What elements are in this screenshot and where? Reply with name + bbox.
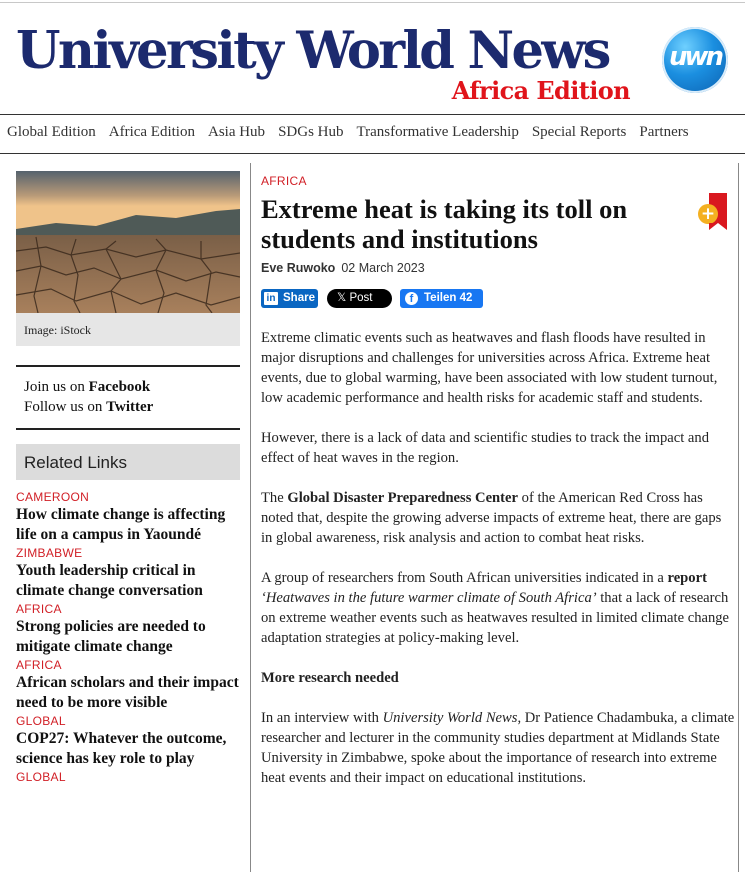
related-category[interactable]: ZIMBABWE [16, 546, 83, 560]
publication-name: University World News [382, 710, 518, 726]
x-post-label: 𝕏 Post [337, 292, 373, 304]
nav-transformative-leadership[interactable]: Transformative Leadership [356, 124, 519, 140]
social-follow [24, 377, 153, 417]
nav-asia-hub[interactable]: Asia Hub [207, 124, 266, 140]
related-link[interactable]: How climate change is affecting life on a campus in Yaoundé [16, 506, 226, 543]
publish-date: 02 March 2023 [341, 261, 425, 275]
main-nav [7, 124, 702, 141]
right-border [738, 163, 739, 872]
bookmark-icon[interactable] [700, 193, 727, 229]
related-links-list [16, 490, 246, 785]
site-masthead[interactable] [16, 20, 636, 112]
related-category[interactable]: AFRICA [16, 658, 62, 672]
related-category[interactable]: GLOBAL [16, 714, 66, 728]
article-photo [16, 171, 240, 313]
facebook-icon: f [405, 292, 418, 305]
byline [261, 261, 731, 275]
facebook-share-button[interactable] [400, 289, 483, 308]
linkedin-share-button[interactable] [261, 289, 318, 308]
uwn-logo-icon[interactable] [662, 27, 728, 93]
related-link[interactable]: COP27: Whatever the outcome, science has key role to play [16, 730, 227, 767]
facebook-share-label: Teilen 42 [424, 292, 473, 304]
related-link[interactable]: African scholars and their impact need to be more visible [16, 674, 239, 711]
logo-text: uwn [668, 42, 722, 72]
related-category[interactable]: AFRICA [16, 602, 62, 616]
report-link[interactable]: report [667, 570, 707, 586]
text-run: In an interview with [261, 710, 383, 726]
nav-africa-edition[interactable]: Africa Edition [108, 124, 195, 140]
paragraph [261, 708, 735, 788]
related-category[interactable]: CAMEROON [16, 490, 90, 504]
text-run: A group of researchers from South African universities indicated in a [261, 570, 668, 586]
nav-special-reports[interactable]: Special Reports [531, 124, 627, 140]
facebook-link[interactable]: Facebook [88, 379, 151, 395]
related-link[interactable]: Youth leadership critical in climate change conversation [16, 562, 203, 599]
social-top-divider [16, 365, 240, 367]
article-headline: Extreme heat is taking its toll on students and institutions [261, 194, 628, 254]
paragraph: However, there is a lack of data and scientific studies to track the impact and effect of heat waves in the region. [261, 430, 710, 466]
cracked-earth-image [16, 171, 240, 313]
paragraph [261, 488, 735, 548]
join-text: Join us on [24, 379, 85, 395]
column-divider [250, 163, 251, 872]
paragraph [261, 568, 735, 648]
nav-top-divider [0, 114, 745, 115]
article-category[interactable]: AFRICA [261, 174, 307, 188]
article [261, 174, 731, 275]
nav-global-edition[interactable]: Global Edition [7, 124, 96, 140]
linkedin-share-label: Share [283, 292, 315, 304]
follow-text: Follow us on [24, 399, 103, 415]
x-post-button[interactable] [327, 289, 392, 308]
text-run: of the American Red Cross has noted that, despite the growing adverse impacts of extreme heat, there are gaps in global awareness, risk analysis and action to combat heat risks. [261, 490, 722, 546]
section-subheading: More research needed [261, 670, 399, 686]
twitter-link[interactable]: Twitter [106, 399, 154, 415]
author-name[interactable]: Eve Ruwoko [261, 261, 336, 275]
site-title[interactable]: University World News [16, 21, 609, 81]
related-links-heading: Related Links [24, 453, 128, 472]
related-category[interactable]: GLOBAL [16, 770, 66, 784]
text-run: The [261, 490, 288, 506]
top-border [0, 2, 745, 3]
paragraph: Extreme climatic events such as heatwaves and flash floods have resulted in major disruptions and challenges for universities across Africa. Extreme heat events, due to global warming, have been associated with low student turnout, low academic performance and health risks for academic staff and students. [261, 330, 718, 406]
text-run: , Dr Patience Chadambuka, a climate researcher and lecturer in the community studies department at Midlands State University in Zimbabwe, spoke about the importance of research into extreme heat events and their impact on educational institutions. [261, 710, 735, 786]
add-icon: + [698, 204, 718, 224]
related-links-header [16, 444, 240, 480]
text-run: that a lack of research on extreme weather events such as heatwaves resulted in limited climate change adaptation strategies at policy-making level. [261, 590, 730, 646]
image-caption: Image: iStock [24, 323, 91, 337]
nav-bottom-divider [0, 153, 745, 154]
report-title: ‘Heatwaves in the future warmer climate of South Africa’ [261, 590, 597, 606]
nav-partners[interactable]: Partners [639, 124, 689, 140]
social-bottom-divider [16, 428, 240, 430]
linkedin-icon: in [264, 292, 278, 305]
image-caption-box [16, 313, 240, 346]
nav-sdgs-hub[interactable]: SDGs Hub [278, 124, 344, 140]
related-link[interactable]: Strong policies are needed to mitigate climate change [16, 618, 206, 655]
gdpc-link[interactable]: Global Disaster Preparedness Center [287, 490, 518, 506]
edition-label: Africa Edition [451, 76, 630, 105]
article-body [261, 328, 735, 808]
